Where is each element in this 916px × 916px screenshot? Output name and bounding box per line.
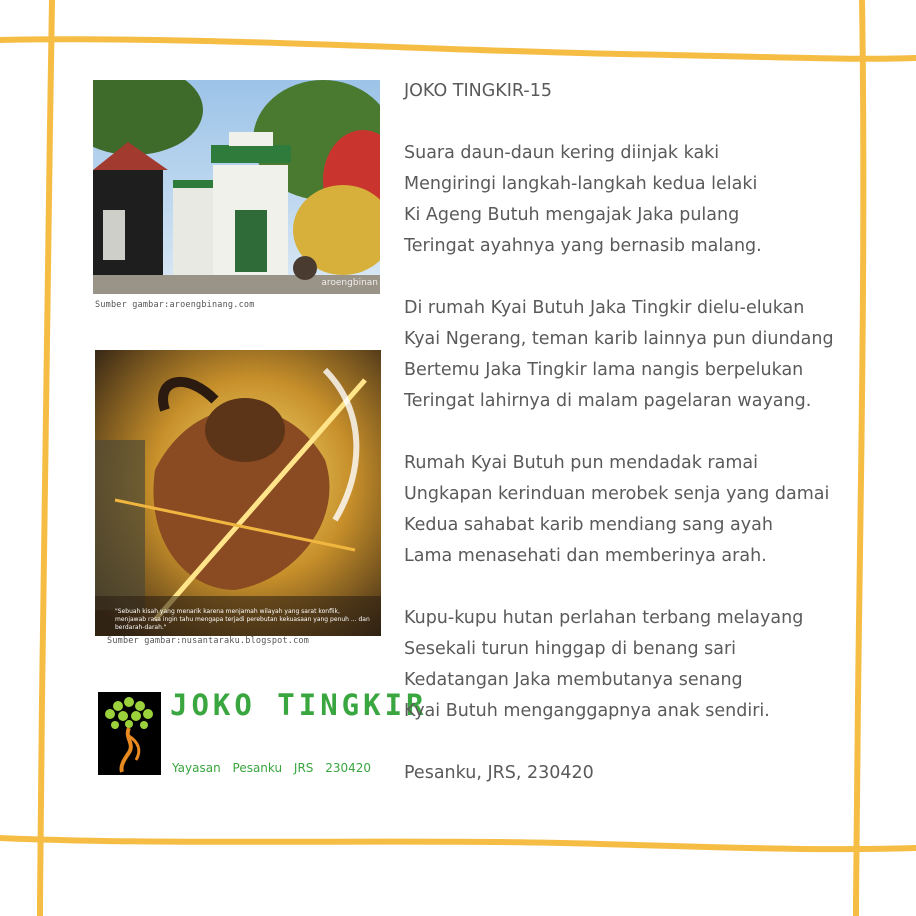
tree-logo <box>98 692 161 775</box>
poem-line: Rumah Kyai Butuh pun mendadak ramai <box>404 453 758 473</box>
illustration-quote: "Sebuah kisah yang menarik karena menjamah wilayah yang sarat konflik, menjawab rasa ingin tahu mengapa terjadi perebutan kekuasaan yang penuh ... dan berdarah-darah." <box>115 608 370 630</box>
poem-line: Kedua sahabat karib mendiang sang ayah <box>404 515 773 535</box>
warrior-illustration <box>95 350 381 636</box>
poem-line: Suara daun-daun kering diinjak kaki <box>404 143 720 163</box>
poem <box>404 76 874 789</box>
poem-line: Kyai Ngerang, teman karib lainnya pun diundang <box>404 329 834 349</box>
poem-line: Bertemu Jaka Tingkir lama nangis berpelukan <box>404 360 804 380</box>
brand-title: JOKO TINGKIR <box>170 688 428 722</box>
brand-subtitle: Yayasan Pesanku JRS 230420 <box>172 761 372 775</box>
poem-line: Kyai Butuh menganggapnya anak sendiri. <box>404 701 770 721</box>
poem-line: Teringat ayahnya yang bernasib malang. <box>404 236 762 256</box>
tomb-photo <box>93 80 380 294</box>
poem-line: Ungkapan kerinduan merobek senja yang damai <box>404 484 830 504</box>
poem-line: Ki Ageng Butuh mengajak Jaka pulang <box>404 205 740 225</box>
poem-line: Lama menasehati dan memberinya arah. <box>404 546 767 566</box>
photo-watermark: aroengbinan <box>321 278 378 288</box>
poem-title: JOKO TINGKIR-15 <box>404 81 552 101</box>
poem-line: Mengiringi langkah-langkah kedua lelaki <box>404 174 758 194</box>
poem-signature: Pesanku, JRS, 230420 <box>404 763 594 783</box>
photo2-caption: Sumber gambar:nusantaraku.blogspot.com <box>107 636 310 646</box>
poem-line: Teringat lahirnya di malam pagelaran wayang. <box>404 391 812 411</box>
photo1-caption: Sumber gambar:aroengbinang.com <box>95 300 255 310</box>
poem-line: Sesekali turun hinggap di benang sari <box>404 639 737 659</box>
poem-line: Kedatangan Jaka membutanya senang <box>404 670 743 690</box>
poem-line: Kupu-kupu hutan perlahan terbang melayang <box>404 608 804 628</box>
poem-line: Di rumah Kyai Butuh Jaka Tingkir dielu-elukan <box>404 298 805 318</box>
